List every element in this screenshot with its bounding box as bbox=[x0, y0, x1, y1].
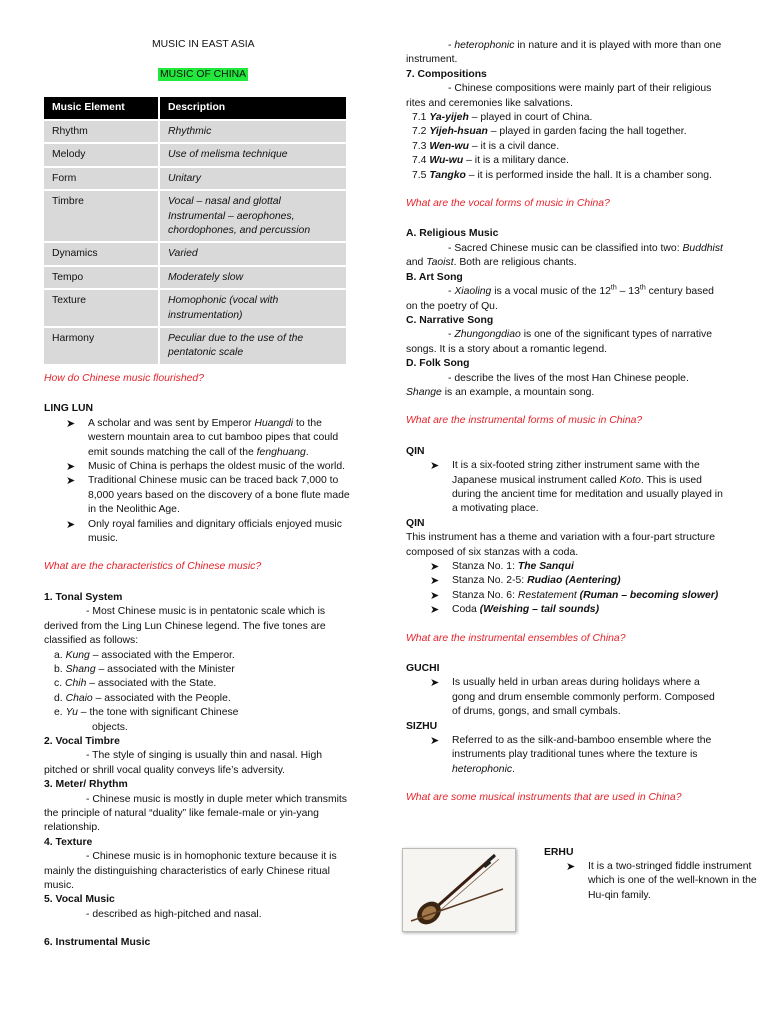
table-row bbox=[44, 168, 346, 189]
erhu-icon bbox=[403, 849, 515, 931]
paragraph: - heterophonic in nature and it is played with more than one instrument. bbox=[406, 40, 722, 66]
table-header-cell: Description bbox=[158, 97, 346, 119]
table-row bbox=[44, 144, 346, 165]
list-item: d. Chaio – associated with the People. bbox=[54, 692, 231, 704]
question-heading: What are the vocal forms of music in China? bbox=[406, 198, 610, 210]
question-heading: What are the instrumental ensembles of China? bbox=[406, 632, 626, 644]
element-cell: Melody bbox=[44, 144, 158, 165]
paragraph: - Xiaoling is a vocal music of the 12th – 13th century based on the poetry of Qu. bbox=[406, 284, 714, 312]
section-heading: QIN bbox=[406, 445, 425, 457]
description-cell: Varied bbox=[158, 243, 346, 264]
arrow-bullet-icon: ➤ bbox=[430, 677, 440, 690]
list-item: ➤ A scholar and was sent by Emperor Huangdi to the western mountain area to cut bamboo pipes that could emit sounds matching the call of the fenghuang. bbox=[66, 417, 339, 458]
table-row bbox=[44, 267, 346, 288]
paragraph: This instrument has a theme and variation with a four-part structure composed of six stanzas with a coda. bbox=[406, 532, 715, 558]
question-heading: What are the instrumental forms of music in China? bbox=[406, 415, 643, 427]
list-item: ➤ Only royal families and dignitary officials enjoyed music music. bbox=[66, 518, 342, 545]
list-item: 7.4 Wu-wu – it is a military dance. bbox=[412, 155, 569, 167]
list-item: 7.2 Yijeh-hsuan – played in garden facing the hall together. bbox=[412, 126, 687, 138]
list-item: ➤ Coda (Weishing – tail sounds) bbox=[430, 604, 600, 617]
list-item: 7.3 Wen-wu – it is a civil dance. bbox=[412, 140, 560, 152]
description-cell: Homophonic (vocal with instrumentation) bbox=[158, 290, 346, 326]
table-row bbox=[44, 290, 346, 326]
music-element-table bbox=[44, 95, 346, 366]
element-cell: Tempo bbox=[44, 267, 158, 288]
section-heading: 6. Instrumental Music bbox=[44, 937, 151, 949]
list-item: a. Kung – associated with the Emperor. bbox=[54, 649, 235, 661]
left-column-text bbox=[44, 372, 350, 951]
paragraph: - The style of singing is usually thin and nasal. High pitched or shrill vocal quality conveys life’s adversity. bbox=[44, 750, 323, 776]
section-heading: 7. Compositions bbox=[406, 68, 487, 80]
paragraph: - described as high-pitched and nasal. bbox=[86, 908, 262, 920]
section-heading: 3. Meter/ Rhythm bbox=[44, 779, 128, 791]
section-heading: GUCHI bbox=[406, 663, 440, 675]
arrow-bullet-icon: ➤ bbox=[66, 461, 76, 474]
section-heading: C. Narrative Song bbox=[406, 314, 494, 326]
paragraph: - Most Chinese music is in pentatonic scale which is derived from the Ling Lun Chinese legend. The five tones are classified as follows: bbox=[44, 606, 326, 647]
right-column-text bbox=[406, 39, 724, 806]
description-cell: Unitary bbox=[158, 168, 346, 189]
list-item: ➤ Is usually held in urban areas during holidays where a gong and drum ensemble commonly perform. Composed of drums, gongs, and small cymbals. bbox=[430, 677, 715, 718]
list-item: c. Chih – associated with the State. bbox=[54, 678, 217, 690]
paragraph: - Zhungongdiao is one of the significant types of narrative songs. It is a story about a romantic legend. bbox=[406, 329, 712, 355]
element-cell: Timbre bbox=[44, 191, 158, 241]
section-heading: QIN bbox=[406, 517, 425, 529]
arrow-bullet-icon: ➤ bbox=[66, 417, 76, 430]
paragraph: - Chinese music is in homophonic texture because it is mainly the distinguishing characteristics of early Chinese ritual music. bbox=[44, 851, 337, 891]
section-heading: 1. Tonal System bbox=[44, 591, 123, 603]
arrow-bullet-icon: ➤ bbox=[430, 460, 440, 473]
list-item: ➤ Traditional Chinese music can be traced back 7,000 to 8,000 years based on the discovery of a bone flute made in the Neolithic Age. bbox=[66, 475, 350, 516]
table-row bbox=[44, 121, 346, 142]
arrow-bullet-icon: ➤ bbox=[566, 861, 576, 873]
list-item: 7.5 Tangko – it is performed inside the hall. It is a chamber song. bbox=[412, 169, 712, 181]
question-heading: What are some musical instruments that are used in China? bbox=[406, 792, 682, 804]
instrument-title: ERHU bbox=[544, 847, 574, 858]
paragraph: - describe the lives of the most Han Chinese people. Shange is an example, a mountain song. bbox=[406, 372, 689, 398]
description-cell: Use of melisma technique bbox=[158, 144, 346, 165]
section-heading: A. Religious Music bbox=[406, 228, 499, 240]
arrow-bullet-icon: ➤ bbox=[430, 735, 440, 748]
arrow-bullet-icon: ➤ bbox=[430, 575, 440, 588]
section-heading: SIZHU bbox=[406, 720, 438, 732]
arrow-bullet-icon: ➤ bbox=[430, 604, 440, 617]
question-heading: What are the characteristics of Chinese music? bbox=[44, 561, 262, 573]
paragraph: - Sacred Chinese music can be classified into two: Buddhist and Taoist. Both are religious chants. bbox=[406, 242, 723, 269]
table-row bbox=[44, 191, 346, 241]
table-header-cell: Music Element bbox=[44, 97, 158, 119]
list-item: ➤ Stanza No. 1: The Sanqui bbox=[430, 561, 574, 573]
paragraph: - Chinese music is mostly in duple meter which transmits the principle of natural “duality” like female-male or yin-yang relationship. bbox=[44, 793, 348, 834]
arrow-bullet-icon: ➤ bbox=[430, 561, 440, 573]
description-cell: Moderately slow bbox=[158, 267, 346, 288]
element-cell: Harmony bbox=[44, 328, 158, 364]
arrow-bullet-icon: ➤ bbox=[66, 518, 76, 531]
arrow-bullet-icon: ➤ bbox=[430, 589, 440, 602]
element-cell: Rhythm bbox=[44, 121, 158, 142]
list-item: ➤ Referred to as the silk-and-bamboo ensemble where the instruments play traditional tunes where the texture is heterophonic. bbox=[430, 735, 712, 775]
section-heading: D. Folk Song bbox=[406, 358, 470, 370]
list-item: 7.1 Ya-yijeh – played in court of China. bbox=[412, 112, 593, 124]
erhu-image bbox=[402, 848, 516, 932]
list-item-continuation: objects. bbox=[92, 721, 128, 733]
page-title: MUSIC IN EAST ASIA bbox=[152, 39, 255, 50]
list-item: ➤ It is a two-stringed fiddle instrument which is one of the well-known in the Hu-qin family. bbox=[566, 861, 757, 901]
question-heading: How do Chinese music flourished? bbox=[44, 373, 204, 384]
element-cell: Dynamics bbox=[44, 243, 158, 264]
element-cell: Texture bbox=[44, 290, 158, 326]
section-heading: B. Art Song bbox=[406, 271, 463, 283]
description-cell: Peculiar due to the use of the pentatonic scale bbox=[158, 328, 346, 364]
arrow-bullet-icon: ➤ bbox=[66, 475, 76, 488]
list-item: ➤ Music of China is perhaps the oldest music of the world. bbox=[66, 461, 346, 474]
description-cell: Vocal – nasal and glottal Instrumental – aerophones, chordophones, and percussion bbox=[158, 191, 346, 241]
list-item: e. Yu – the tone with significant Chinese bbox=[54, 707, 239, 719]
section-heading: 5. Vocal Music bbox=[44, 894, 115, 906]
list-item: ➤ Stanza No. 2-5: Rudiao (Aentering) bbox=[430, 575, 621, 588]
list-item: ➤ Stanza No. 6: Restatement (Ruman – becoming slower) bbox=[430, 589, 719, 602]
list-item: b. Shang – associated with the Minister bbox=[54, 663, 235, 675]
subtitle: MUSIC OF CHINA bbox=[160, 69, 247, 80]
section-heading: 4. Texture bbox=[44, 836, 93, 848]
table-header-row bbox=[44, 97, 346, 119]
paragraph: - Chinese compositions were mainly part of their religious rites and ceremonies like salvations. bbox=[406, 83, 712, 109]
list-item: ➤ It is a six-footed string zither instrument same with the Japanese musical instrument called Koto. This is used during the ancient time for meditation and usually played in a motivating place. bbox=[430, 460, 723, 515]
table-row bbox=[44, 328, 346, 364]
table-row bbox=[44, 243, 346, 264]
section-heading: 2. Vocal Timbre bbox=[44, 735, 120, 747]
description-cell: Rhythmic bbox=[158, 121, 346, 142]
element-cell: Form bbox=[44, 168, 158, 189]
section-heading: LING LUN bbox=[44, 403, 94, 415]
